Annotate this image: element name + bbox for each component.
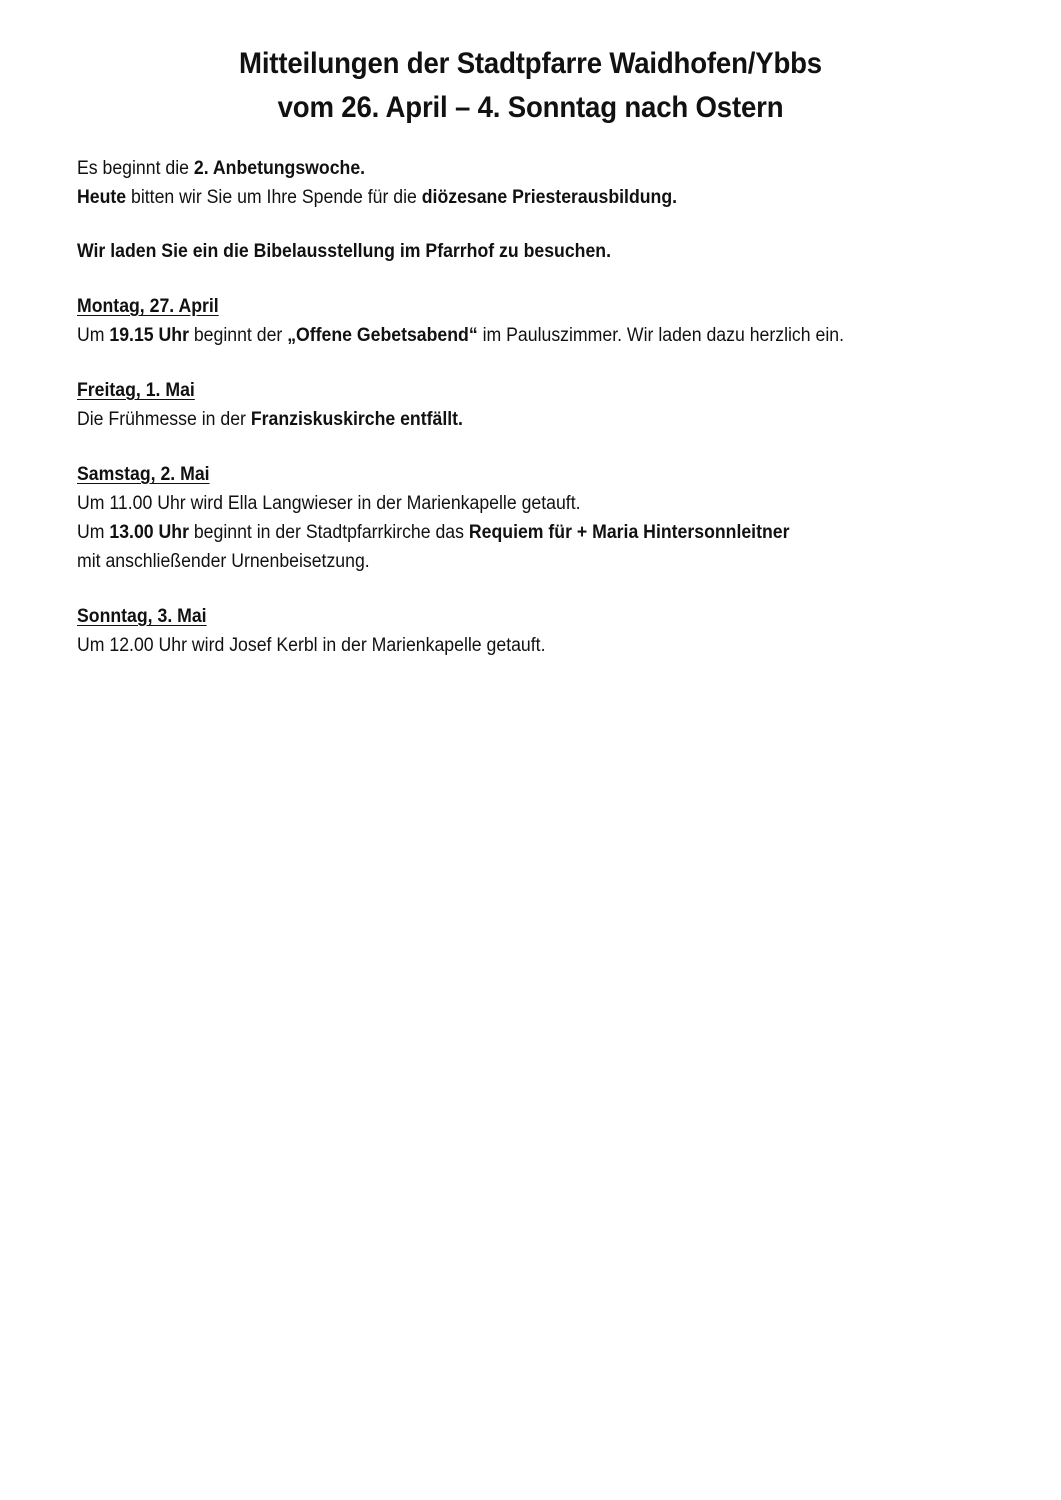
section-emphasis: „Offene Gebetsabend“ [287, 325, 478, 346]
section-text-freitag [77, 405, 970, 434]
intro-emphasis: 2. Anbetungswoche. [193, 158, 366, 179]
intro-paragraph-1 [77, 154, 970, 183]
section-text: beginnt der [188, 325, 288, 346]
section-text-sonntag: Um 12.00 Uhr wird Josef Kerbl in der Marienkapelle getauft. [77, 635, 546, 656]
section-heading-montag: Montag, 27. April [77, 296, 219, 317]
section-heading-freitag: Freitag, 1. Mai [77, 380, 195, 401]
section-emphasis: Requiem für + Maria Hintersonnleitner [468, 522, 790, 543]
intro-emphasis: diözesane Priesterausbildung. [421, 187, 678, 208]
section-heading-samstag: Samstag, 2. Mai [77, 464, 210, 485]
intro-paragraph-2 [77, 183, 970, 212]
section-emphasis: Franziskuskirche entfällt. [250, 409, 463, 430]
section-text-samstag-2 [77, 518, 970, 547]
section-text-samstag-3: mit anschließender Urnenbeisetzung. [77, 551, 370, 572]
document-title-line-1: Mitteilungen der Stadtpfarre Waidhofen/Ybbs [239, 47, 822, 80]
section-text: Um [77, 325, 110, 346]
section-text: Um [77, 522, 110, 543]
section-text: im Pauluszimmer. Wir laden dazu herzlich ein. [477, 325, 844, 346]
document-title-line-2: vom 26. April – 4. Sonntag nach Ostern [277, 91, 784, 124]
section-emphasis: 19.15 Uhr [109, 325, 189, 346]
section-text: Die Frühmesse in der [77, 409, 251, 430]
section-text-montag [77, 321, 970, 350]
section-heading-sonntag: Sonntag, 3. Mai [77, 606, 207, 627]
section-emphasis: 13.00 Uhr [109, 522, 189, 543]
section-text: beginnt in der Stadtpfarrkirche das [188, 522, 469, 543]
intro-emphasis: Wir laden Sie ein die Bibelausstellung im Pfarrhof zu besuchen. [77, 241, 611, 262]
intro-text: Es beginnt die [77, 158, 194, 179]
document-body [77, 154, 1037, 660]
intro-emphasis: Heute [77, 187, 127, 208]
section-text-samstag-1: Um 11.00 Uhr wird Ella Langwieser in der Marienkapelle getauft. [77, 493, 581, 514]
intro-text: bitten wir Sie um Ihre Spende für die [126, 187, 422, 208]
intro-paragraph-3 [77, 237, 970, 266]
